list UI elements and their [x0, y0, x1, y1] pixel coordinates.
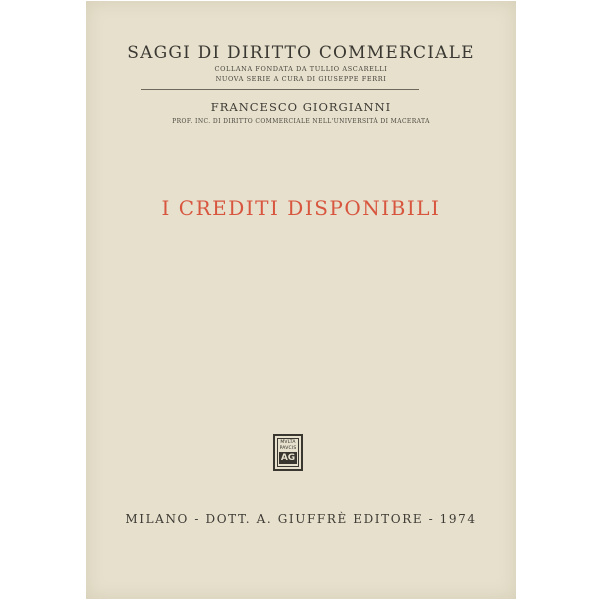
logo-motto-line1: MVLTA [280, 440, 296, 445]
logo-monogram: AG [280, 453, 296, 463]
logo-motto-line2: PAVCIS [279, 446, 297, 451]
title-page [86, 1, 516, 599]
publisher-imprint: MILANO - DOTT. A. GIUFFRÈ EDITORE - 1974 [125, 512, 477, 526]
author-name: FRANCESCO GIORGIANNI [210, 100, 392, 114]
series-founder-line: COLLANA FONDATA DA TULLIO ASCARELLI [214, 65, 388, 73]
author-affiliation: PROF. INC. DI DIRITTO COMMERCIALE NELL'UNIVERSITÀ DI MACERATA [172, 118, 430, 125]
publisher-logo-icon [273, 434, 303, 471]
series-title: SAGGI DI DIRITTO COMMERCIALE [127, 43, 475, 63]
divider-rule [141, 89, 419, 90]
series-editor-line: NUOVA SERIE A CURA DI GIUSEPPE FERRI [215, 75, 387, 83]
publisher-logo-frame [277, 438, 299, 467]
book-title: I CREDITI DISPONIBILI [161, 196, 441, 220]
